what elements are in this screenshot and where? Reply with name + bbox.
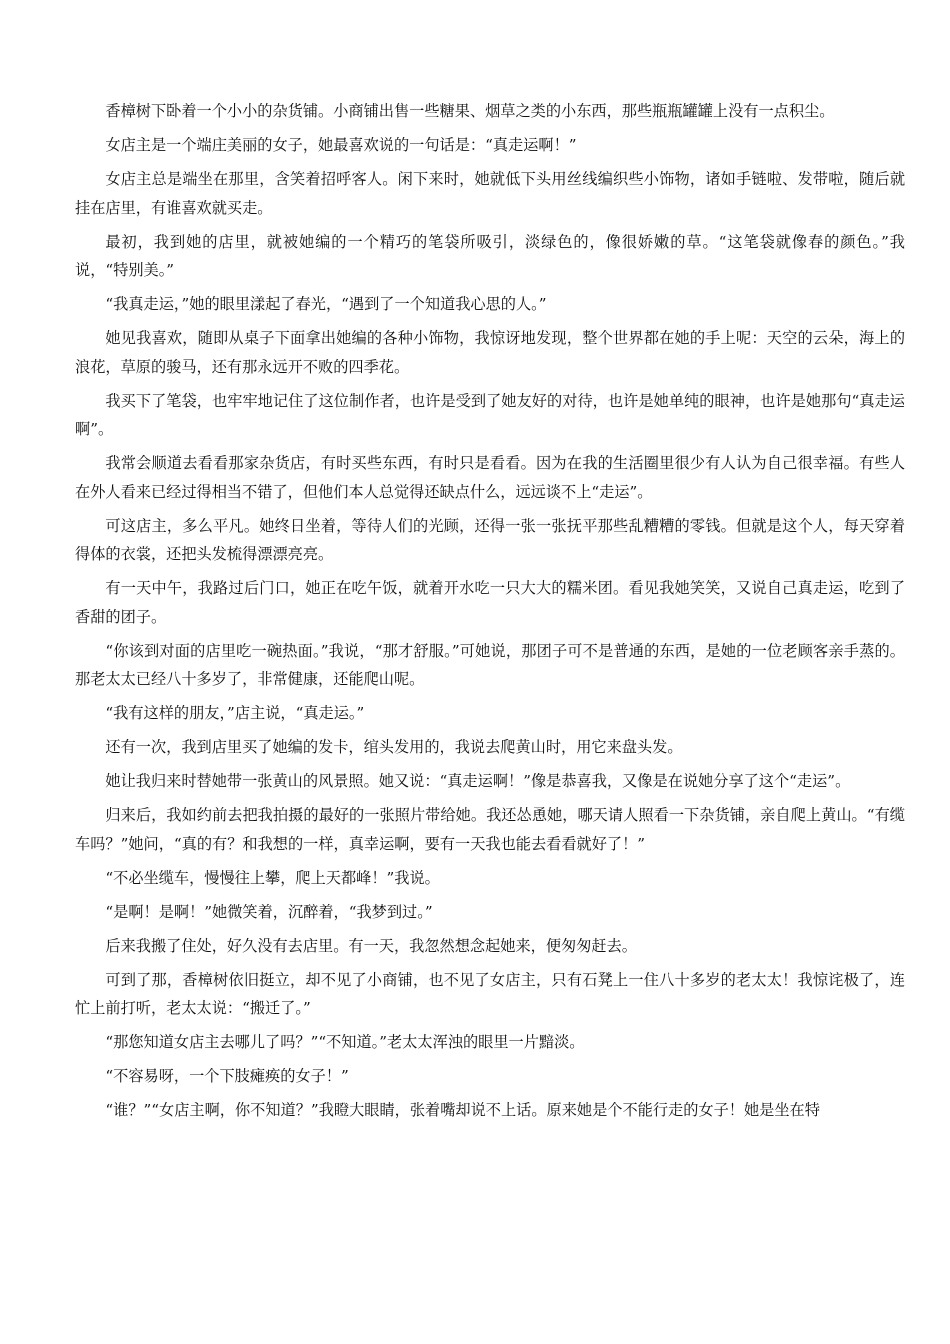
paragraph: “我真走运，”她的眼里漾起了春光，“遇到了一个知道我心思的人。” <box>105 295 547 313</box>
paragraph: “你该到对面的店里吃一碗热面。”我说，“那才舒服。”可她说，那团子可不是普通的东西，是她的一位老顾客亲手蒸的。那老太太已经八十多岁了，非常健康，还能爬山呢。 <box>75 641 905 688</box>
paragraph: 香樟树下卧着一个小小的杂货铺。小商铺出售一些糖果、烟草之类的小东西，那些瓶瓶罐罐上没有一点积尘。 <box>105 102 835 120</box>
paragraph: 有一天中午，我路过后门口，她正在吃午饭，就着开水吃一只大大的糯米团。看见我她笑笑，又说自己真走运，吃到了香甜的团子。 <box>75 579 905 626</box>
paragraph: “不必坐缆车，慢慢往上攀，爬上天都峰！”我说。 <box>105 868 440 887</box>
paragraph: 归来后，我如约前去把我拍摄的最好的一张照片带给她。我还怂恿她，哪天请人照看一下杂货铺，亲自爬上黄山。“有缆车吗？”她问，“真的有？和我想的一样，真幸运啊，要有一天我也能去看看就好了！” <box>75 806 905 853</box>
paragraph: “那您知道女店主去哪儿了吗？”“不知道。”老太太浑浊的眼里一片黯淡。 <box>105 1033 585 1051</box>
paragraph: 还有一次，我到店里买了她编的发卡，绾头发用的，我说去爬黄山时，用它来盘头发。 <box>105 738 683 756</box>
paragraph: 她见我喜欢，随即从桌子下面拿出她编的各种小饰物，我惊讶地发现，整个世界都在她的手上呢：天空的云朵，海上的浪花，草原的骏马，还有那永远开不败的四季花。 <box>75 329 905 376</box>
paragraph: “谁？”“女店主啊，你不知道？”我瞪大眼睛，张着嘴却说不上话。原来她是个不能行走的女子！她是坐在特 <box>105 1101 820 1119</box>
paragraph: “是啊！是啊！”她微笑着，沉醉着，“我梦到过。” <box>105 902 433 921</box>
paragraph: 女店主总是端坐在那里，含笑着招呼客人。闲下来时，她就低下头用丝线编织些小饰物，诸如手链啦、发带啦，随后就挂在店里，有谁喜欢就买走。 <box>75 170 905 217</box>
paragraph: “我有这样的朋友，”店主说，“真走运。” <box>105 704 365 722</box>
paragraph: 可这店主，多么平凡。她终日坐着，等待人们的光顾，还得一张一张抚平那些乱糟糟的零钱。但就是这个人，每天穿着得体的衣裳，还把头发梳得漂漂亮亮。 <box>75 516 905 563</box>
paragraph: 她让我归来时替她带一张黄山的风景照。她又说：“真走运啊！”像是恭喜我，又像是在说她分享了这个“走运”。 <box>105 772 851 790</box>
paragraph: 我买下了笔袋，也牢牢地记住了这位制作者，也许是受到了她友好的对待，也许是她单纯的眼神，也许是她那句“真走运啊”。 <box>75 391 905 438</box>
paragraph: “不容易呀，一个下肢瘫痪的女子！” <box>105 1067 349 1085</box>
paragraph: 我常会顺道去看看那家杂货店，有时买些东西，有时只是看看。因为在我的生活圈里很少有人认为自己很幸福。有些人在外人看来已经过得相当不错了，但他们本人总觉得还缺点什么，远远谈不上“走运”。 <box>75 454 905 501</box>
paragraph: 后来我搬了住处，好久没有去店里。有一天，我忽然想念起她来，便匆匆赶去。 <box>105 936 637 955</box>
paragraph: 可到了那，香樟树依旧挺立，却不见了小商铺，也不见了女店主，只有石凳上一住八十多岁的老太太！我惊诧极了，连忙上前打听，老太太说：“搬迁了。” <box>75 970 905 1017</box>
paragraph: 最初，我到她的店里，就被她编的一个精巧的笔袋所吸引，淡绿色的，像很娇嫩的草。“这笔袋就像春的颜色。”我说，“特别美。” <box>75 232 905 279</box>
paragraph: 女店主是一个端庄美丽的女子，她最喜欢说的一句话是：“真走运啊！” <box>105 136 577 154</box>
document-body <box>75 97 905 1130</box>
